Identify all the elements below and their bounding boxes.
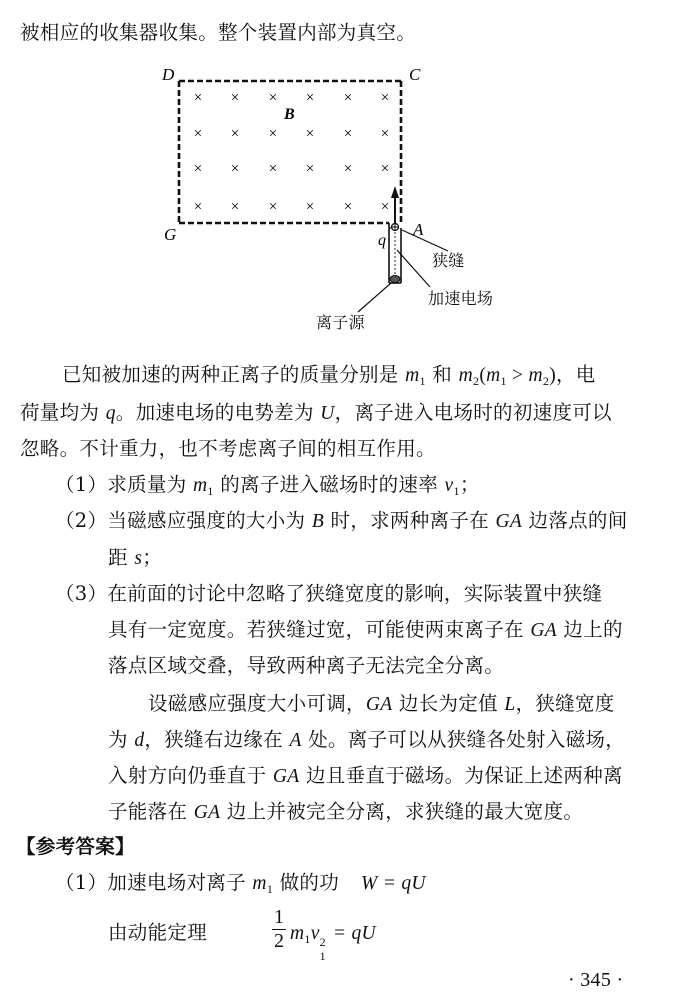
label-C: C	[409, 65, 421, 84]
mass-spectrometer-diagram	[0, 0, 676, 345]
field-into-page-mark: ×	[343, 90, 353, 106]
label-G: G	[164, 225, 177, 244]
label-D: D	[162, 65, 175, 84]
field-into-page-mark: ×	[380, 161, 390, 177]
question-3-para2-line3: 入射方向仍垂直于 GA 边且垂直于磁场。为保证上述两种离	[108, 764, 623, 787]
page-number: · 345 ·	[568, 969, 624, 991]
question-1: （1）求质量为 $m_1$ 的离子进入磁场时的速率 $v_1$；	[55, 473, 480, 498]
field-into-page-mark: ×	[193, 199, 203, 215]
field-into-page-mark: ×	[230, 90, 240, 106]
ion-source-icon	[390, 276, 400, 283]
intro-text: 被相应的收集器收集。整个装置内部为真空。	[20, 21, 417, 44]
field-into-page-mark: ×	[268, 90, 278, 106]
question-3-line1: （3）在前面的讨论中忽略了狭缝宽度的影响，实际装置中狭缝	[55, 582, 603, 605]
field-into-page-mark: ×	[380, 90, 390, 106]
field-into-page-mark: ×	[305, 199, 315, 215]
field-into-page-mark: ×	[268, 199, 278, 215]
label-q: q	[378, 232, 386, 249]
field-into-page-mark: ×	[343, 126, 353, 142]
field-into-page-mark: ×	[380, 199, 390, 215]
field-into-page-mark: ×	[268, 161, 278, 177]
question-3-line3: 落点区域交叠，导致两种离子无法完全分离。	[108, 654, 505, 677]
callout-source-line	[358, 283, 391, 312]
field-into-page-mark: ×	[305, 161, 315, 177]
para1-line2: 荷量均为 q。加速电场的电势差为 U，离子进入电场时的初速度可以	[20, 401, 612, 424]
field-into-page-mark: ×	[305, 126, 315, 142]
kinetic-theorem-label: 由动能定理	[108, 921, 208, 944]
field-into-page-mark: ×	[268, 126, 278, 142]
label-A: A	[413, 220, 424, 239]
question-3-para2-line1: 设磁感应强度大小可调，GA 边长为定值 L，狭缝宽度	[148, 692, 615, 715]
question-3-para2-line4: 子能落在 GA 边上并被完全分离，求狭缝的最大宽度。	[108, 800, 584, 823]
question-2-line1: （2）当磁感应强度的大小为 B 时，求两种离子在 GA 边落点的间	[55, 509, 628, 532]
question-3-para2-line2: 为 d，狭缝右边缘在 A 处。离子可以从狭缝各处射入磁场，	[108, 728, 626, 751]
callout-field-line	[397, 250, 430, 287]
kinetic-energy-equation: $m_1v$ 2 1 = qU	[290, 923, 376, 963]
label-B: B	[284, 106, 295, 123]
field-into-page-mark: ×	[193, 90, 203, 106]
field-into-page-mark: ×	[230, 126, 240, 142]
fraction-half: 1 2	[274, 906, 284, 952]
field-into-page-mark: ×	[193, 161, 203, 177]
question-2-line2: 距 s；	[108, 546, 163, 569]
field-into-page-mark: ×	[230, 161, 240, 177]
callout-ion-source: 离子源	[316, 313, 365, 332]
para1-line3: 忽略。不计重力，也不考虑离子间的相互作用。	[20, 437, 436, 460]
field-into-page-mark: ×	[343, 199, 353, 215]
work-equation: W = qU	[361, 873, 426, 894]
field-into-page-mark: ×	[343, 161, 353, 177]
answer-heading: 【参考答案】	[16, 835, 135, 858]
callout-slit: 狭缝	[432, 251, 465, 270]
field-into-page-mark: ×	[380, 126, 390, 142]
field-into-page-mark: ×	[305, 90, 315, 106]
arrow-head-icon	[391, 186, 399, 198]
para1-line1: 已知被加速的两种正离子的质量分别是 $m_1$ 和 $m_2(m_1 > m_2)$，电	[62, 363, 596, 388]
field-into-page-mark: ×	[193, 126, 203, 142]
field-into-page-mark: ×	[230, 199, 240, 215]
callout-accel-field: 加速电场	[428, 289, 494, 308]
question-3-line2: 具有一定宽度。若狭缝过宽，可能使两束离子在 GA 边上的	[108, 618, 623, 641]
answer-1-line1: （1）加速电场对离子 $m_1$ 做的功 W = qU	[55, 871, 426, 896]
